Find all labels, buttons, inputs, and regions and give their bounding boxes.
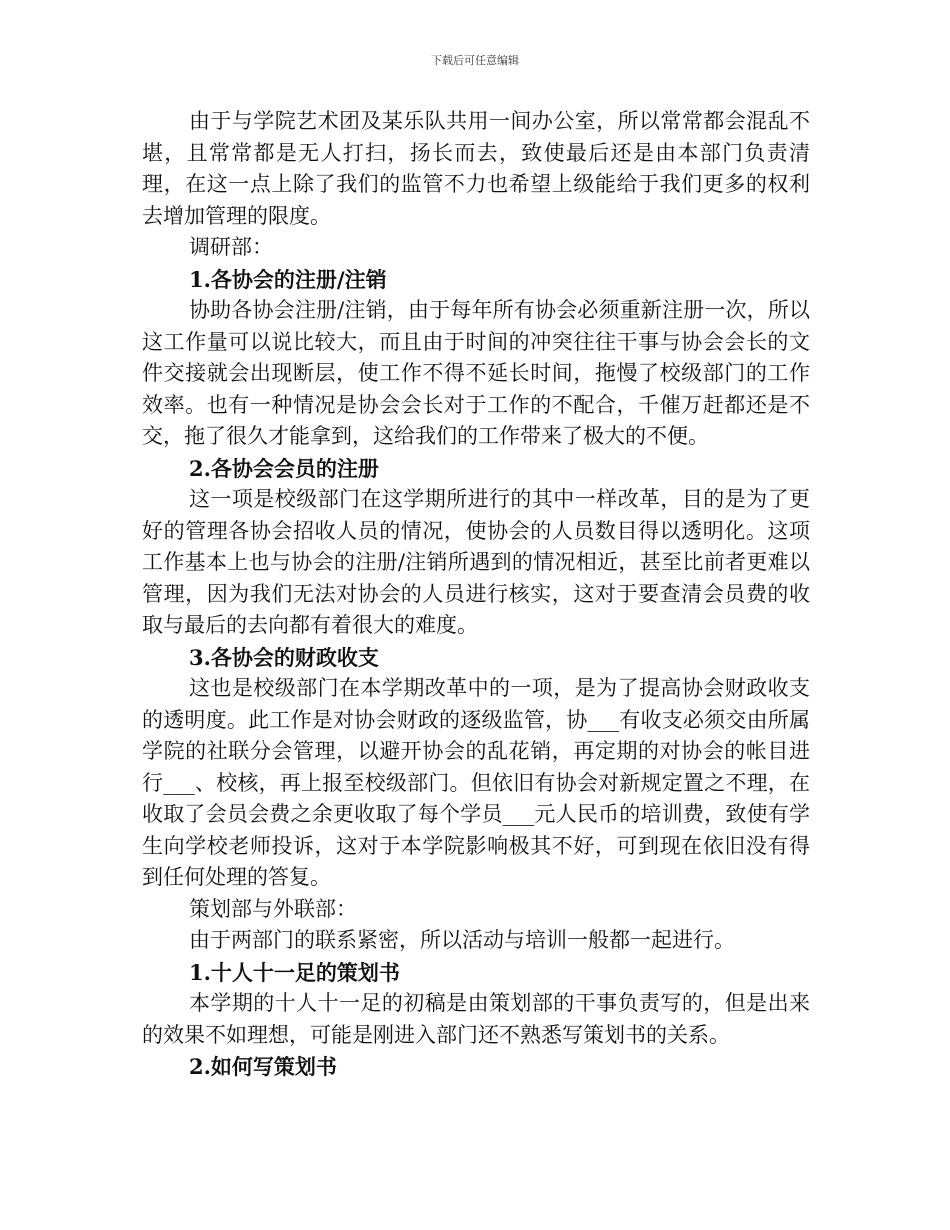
paragraph-planning-intro: 由于两部门的联系紧密，所以活动与培训一般都一起进行。 — [189, 928, 735, 952]
paragraph-member-registration: 这一项是校级部门在这学期所进行的其中一样改革，目的是为了更好的管理各协会招收人员的情况，使协会的人员数目得以透明化。这项工作基本上也与协会的注册/注销所遇到的情况相近，甚至比前者更难以管理，因为我们无法对协会的人员进行核实，这对于要查清会员费的收取与最后的去向都有着很大的难度。 — [142, 487, 810, 637]
section-label-research: 调研部： — [189, 235, 273, 259]
page-header: 下载后可任意编辑 — [431, 54, 519, 67]
heading-ten-people: 1.十人十一足的策划书 — [189, 959, 400, 985]
document-body — [142, 106, 810, 1083]
paragraph-ten-people: 本学期的十人十一足的初稿是由策划部的干事负责写的，但是出来的效果不如理想，可能是刚进入部门还不熟悉写策划书的关系。 — [142, 991, 810, 1047]
heading-how-to-write: 2.如何写策划书 — [189, 1054, 337, 1079]
paragraph-registration: 协助各协会注册/注销，由于每年所有协会必须重新注册一次，所以这工作量可以说比较大，而且由于时间的冲突往往干事与协会会长的文件交接就会出现断层，使工作不得不延长时间，拖慢了校级部门的工作效率。也有一种情况是协会会长对于工作的不配合，千催万赶都还是不交，拖了很久才能拿到，这给我们的工作带来了极大的不便。 — [142, 298, 810, 448]
section-label-planning: 策划部与外联部： — [189, 896, 357, 921]
heading-registration: 1.各协会的注册/注销 — [189, 266, 387, 292]
heading-member-registration: 2.各协会会员的注册 — [189, 455, 379, 481]
heading-finance: 3.各协会的财政收支 — [189, 644, 379, 670]
paragraph-finance: 这也是校级部门在本学期改革中的一项，是为了提高协会财政收支的透明度。此工作是对协会财政的逐级监管，协___有收支必须交由所属学院的社联分会管理，以避开协会的乱花销，再定期的对协会的帐目进行___、校核，再上报至校级部门。但依旧有协会对新规定置之不理，在收取了会员会费之余更收取了每个学员___元人民币的培训费，致使有学生向学校老师投诉，这对于本学院影响极其不好，可到现在依旧没有得到任何处理的答复。 — [142, 676, 810, 889]
paragraph-office-issue: 由于与学院艺术团及某乐队共用一间办公室，所以常常都会混乱不堪，且常常都是无人打扫，扬长而去，致使最后还是由本部门负责清理，在这一点上除了我们的监管不力也希望上级能给于我们更多的权利去增加管理的限度。 — [142, 109, 810, 228]
